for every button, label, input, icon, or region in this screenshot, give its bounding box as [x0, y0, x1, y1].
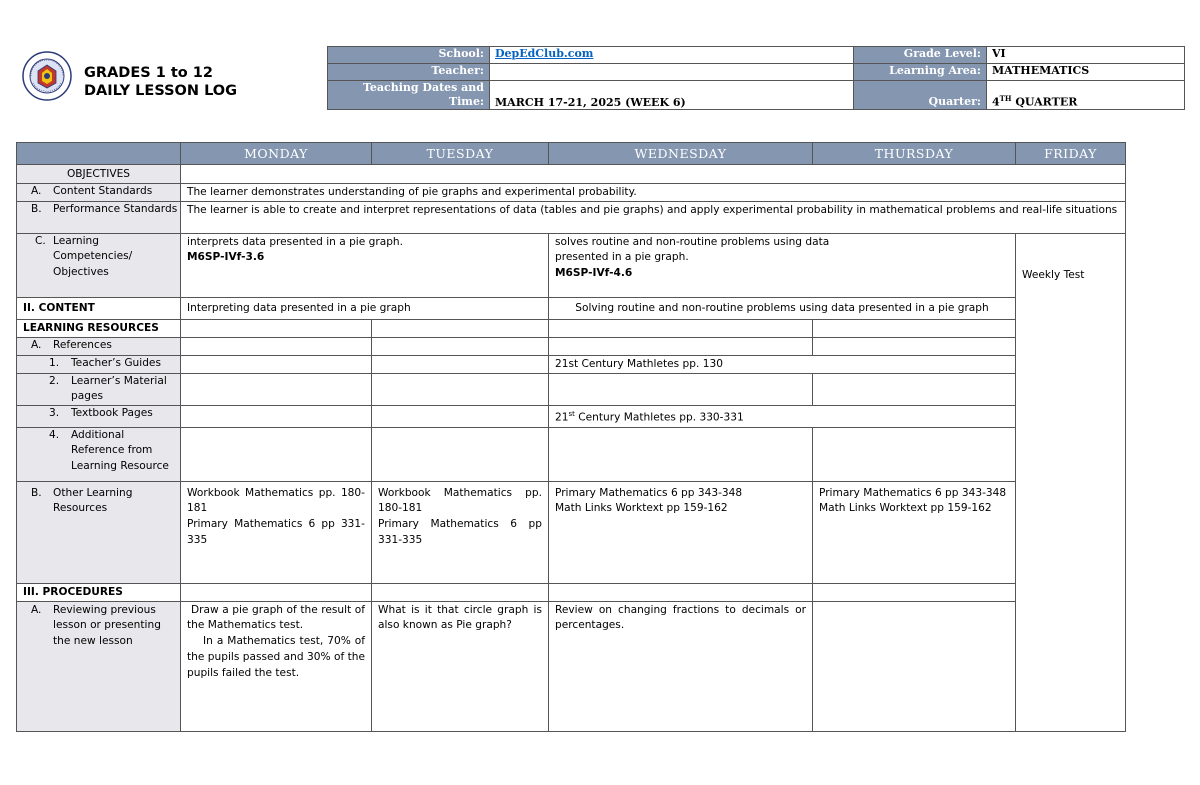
day-header-monday: MONDAY [181, 143, 372, 165]
learners-material-wed [549, 373, 813, 406]
friday-weekly-test: Weekly Test [1016, 233, 1126, 731]
objectives-heading: OBJECTIVES [17, 165, 181, 184]
textbook-pages-wed-thu [549, 406, 1016, 427]
other-resources-wed [549, 481, 813, 583]
additional-reference-thu [813, 427, 1016, 481]
additional-reference-text: Additional Reference from Learning Resource [71, 428, 169, 473]
competency-text-wed-thu-1: solves routine and non-routine problems using data [555, 235, 830, 248]
textbook-pages-mon [181, 406, 372, 427]
learning-resources-thu [813, 319, 1016, 337]
references-thu [813, 337, 1016, 355]
content-wed-thu: Solving routine and non-routine problems using data presented in a pie graph [549, 297, 1016, 319]
learning-resources-mon [181, 319, 372, 337]
objectives-blank [181, 165, 1126, 184]
reviewing-label [17, 601, 181, 731]
teachers-guides-wed-thu: 21st Century Mathletes pp. 130 [549, 355, 1016, 373]
learners-material-label [17, 373, 181, 406]
other-resources-tue [372, 481, 549, 583]
competencies-wed-thu [549, 233, 1016, 297]
other-resources-tue-1: Workbook Mathematics pp. 180-181 [378, 486, 542, 515]
day-header-blank [17, 143, 181, 165]
competencies-mon-tue [181, 233, 549, 297]
reviewing-num: A. [31, 603, 42, 616]
additional-reference-wed [549, 427, 813, 481]
deped-seal-logo [22, 51, 72, 101]
teachers-guides-tue [372, 355, 549, 373]
lesson-log-table [16, 142, 1126, 732]
procedures-mon [181, 583, 372, 601]
learners-material-num: 2. [49, 374, 60, 387]
quarter-value [987, 81, 1185, 110]
other-resources-label [17, 481, 181, 583]
content-standards-value: The learner demonstrates understanding of pie graphs and experimental probability. [181, 183, 1126, 201]
content-standards-num: A. [31, 184, 42, 197]
teachers-guides-mon [181, 355, 372, 373]
title-line-2: DAILY LESSON LOG [84, 83, 238, 99]
procedures-label: III. PROCEDURES [17, 583, 181, 601]
additional-reference-label [17, 427, 181, 481]
additional-reference-tue [372, 427, 549, 481]
reviewing-mon-1: Draw a pie graph of the result of the Mathematics test. [187, 603, 365, 632]
procedures-wed [549, 583, 813, 601]
teachers-guides-label [17, 355, 181, 373]
references-mon [181, 337, 372, 355]
competencies-num: C. [35, 234, 46, 247]
reviewing-mon-2: In a Mathematics test, 70% of the pupils passed and 30% of the pupils failed the test. [187, 635, 365, 679]
other-resources-mon-2: Primary Mathematics 6 pp 331-335 [187, 518, 365, 546]
learners-material-text: Learner’s Material pages [71, 374, 167, 403]
teachers-guides-num: 1. [49, 356, 60, 369]
day-header-tuesday: TUESDAY [372, 143, 549, 165]
textbook-pages-num-text: 21 [555, 411, 569, 424]
references-wed [549, 337, 813, 355]
reviewing-mon [181, 601, 372, 731]
competencies-label [17, 233, 181, 297]
teaching-dates-value: MARCH 17-21, 2025 (WEEK 6) [490, 81, 854, 110]
other-resources-thu-1: Primary Mathematics 6 pp 343-348 [819, 486, 1007, 499]
references-num: A. [31, 338, 42, 351]
reviewing-thu [813, 601, 1016, 731]
learning-resources-tue [372, 319, 549, 337]
header-info-table [327, 46, 1185, 110]
school-label: School: [328, 47, 490, 64]
learning-resources-label: LEARNING RESOURCES [17, 319, 181, 337]
competency-code-wed-thu: M6SP-IVf-4.6 [555, 267, 633, 280]
references-label [17, 337, 181, 355]
textbook-pages-tue [372, 406, 549, 427]
title-line-1: GRADES 1 to 12 [84, 65, 213, 81]
competency-text-wed-thu-2: presented in a pie graph. [555, 251, 689, 264]
teachers-guides-text: Teacher’s Guides [71, 356, 161, 369]
other-resources-text: Other Learning Resources [53, 486, 133, 515]
other-resources-mon [181, 481, 372, 583]
reviewing-text: Reviewing previous lesson or presenting the new lesson [53, 603, 161, 648]
learners-material-mon [181, 373, 372, 406]
document-title [84, 64, 237, 100]
references-tue [372, 337, 549, 355]
performance-standards-num: B. [31, 202, 42, 215]
other-resources-tue-2: Primary Mathematics 6 pp 331-335 [378, 518, 542, 546]
other-resources-num: B. [31, 486, 42, 499]
textbook-pages-label [17, 406, 181, 427]
teacher-value [490, 64, 854, 81]
day-header-thursday: THURSDAY [813, 143, 1016, 165]
other-resources-thu-2: Math Links Worktext pp 159-162 [819, 502, 992, 515]
learning-area-value: MATHEMATICS [987, 64, 1185, 81]
day-header-friday: FRIDAY [1016, 143, 1126, 165]
competencies-text: Learning Competencies/ Objectives [53, 234, 133, 279]
competency-text-mon-tue: interprets data presented in a pie graph. [187, 235, 404, 248]
other-resources-mon-1: Workbook Mathematics pp. 180-181 [187, 486, 365, 515]
other-resources-thu [813, 481, 1016, 583]
teaching-dates-label-line2: Time: [448, 95, 484, 108]
performance-standards-label [17, 201, 181, 233]
additional-reference-mon [181, 427, 372, 481]
reviewing-wed: Review on changing fractions to decimals or percentages. [549, 601, 813, 731]
textbook-pages-sup: st [568, 410, 575, 419]
competency-code-mon-tue: M6SP-IVf-3.6 [187, 251, 265, 264]
other-resources-wed-2: Math Links Worktext pp 159-162 [555, 502, 728, 515]
content-mon-tue: Interpreting data presented in a pie graph [181, 297, 549, 319]
procedures-tue [372, 583, 549, 601]
teaching-dates-label-line1: Teaching Dates and [362, 81, 484, 94]
additional-reference-num: 4. [49, 428, 60, 441]
learning-area-label: Learning Area: [854, 64, 987, 81]
school-value [490, 47, 854, 64]
quarter-number: 4 [992, 96, 1000, 109]
content-label [17, 297, 181, 319]
learners-material-tue [372, 373, 549, 406]
quarter-superscript: TH [999, 94, 1012, 104]
content-label-text: II. CONTENT [23, 301, 95, 314]
references-text: References [53, 338, 112, 351]
content-standards-label [17, 183, 181, 201]
school-link[interactable]: DepEdClub.com [495, 47, 594, 60]
reviewing-tue: What is it that circle graph is also known as Pie graph? [372, 601, 549, 731]
performance-standards-text: Performance Standards [53, 202, 178, 215]
content-standards-text: Content Standards [53, 184, 153, 197]
quarter-word: QUARTER [1011, 96, 1078, 109]
day-header-wednesday: WEDNESDAY [549, 143, 813, 165]
procedures-thu [813, 583, 1016, 601]
other-resources-wed-1: Primary Mathematics 6 pp 343-348 [555, 486, 743, 499]
textbook-pages-text: Textbook Pages [71, 407, 153, 420]
textbook-pages-rest: Century Mathletes pp. 330-331 [574, 411, 744, 424]
learning-resources-wed [549, 319, 813, 337]
grade-level-value: VI [987, 47, 1185, 64]
teacher-label: Teacher: [328, 64, 490, 81]
learners-material-thu [813, 373, 1016, 406]
textbook-pages-num: 3. [49, 407, 60, 420]
performance-standards-value: The learner is able to create and interpret representations of data (tables and pie graphs) and apply experimental probability in mathematical problems and real-life situations [181, 201, 1126, 233]
grade-level-label: Grade Level: [854, 47, 987, 64]
quarter-label: Quarter: [854, 81, 987, 110]
teaching-dates-label [328, 81, 490, 110]
